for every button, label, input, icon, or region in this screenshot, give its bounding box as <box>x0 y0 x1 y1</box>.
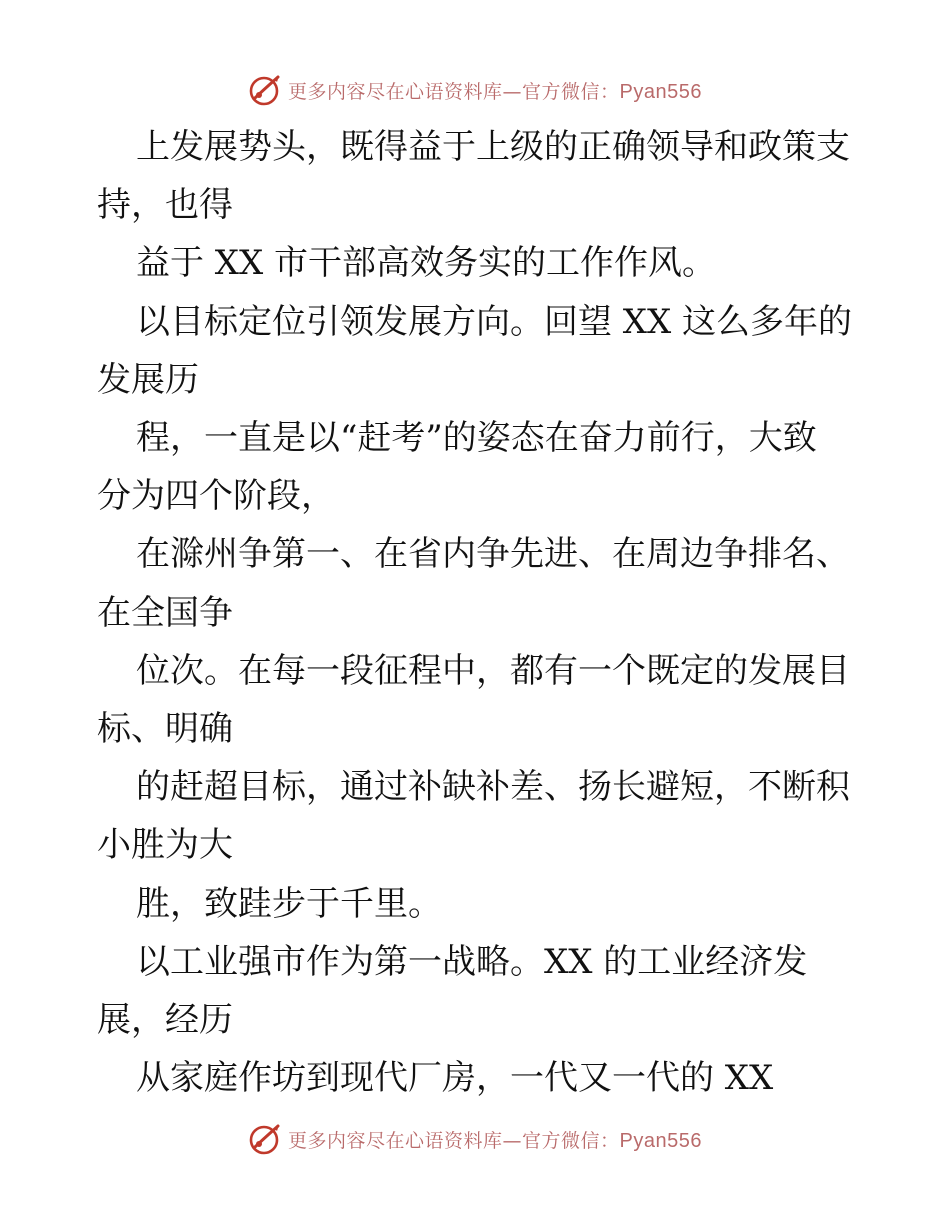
pen-logo-icon <box>248 1122 282 1156</box>
text-line: 胜，致跬步于千里。 <box>136 883 442 924</box>
text-line: 在全国争 <box>97 592 233 633</box>
text-line: 小胜为大 <box>97 825 233 866</box>
header-watermark-id: Pyan556 <box>619 80 702 103</box>
text-line: 益于 XX 市干部高效务实的工作作风。 <box>136 243 717 284</box>
text-line: 以工业强市作为第一战略。XX 的工业经济发 <box>136 941 808 982</box>
text-line: 展，经历 <box>97 1000 233 1041</box>
header-watermark <box>0 70 950 110</box>
footer-watermark-text: 更多内容尽在心语资料库—官方微信：Pyan556 <box>288 1129 702 1152</box>
text-line: 分为四个阶段， <box>97 476 335 517</box>
text-line: 的赶超目标，通过补缺补差、扬长避短，不断积 <box>136 767 850 808</box>
text-line: 从家庭作坊到现代厂房，一代又一代的 XX <box>136 1058 774 1099</box>
header-watermark-text: 更多内容尽在心语资料库—官方微信：Pyan556 <box>288 80 702 103</box>
text-line: 以目标定位引领发展方向。回望 XX 这么多年的 <box>136 301 853 342</box>
footer-watermark-id: Pyan556 <box>619 1129 702 1152</box>
footer-watermark <box>0 1119 950 1159</box>
text-line: 程，一直是以“赶考”的姿态在奋力前行，大致 <box>136 418 817 459</box>
text-line: 在滁州争第一、在省内争先进、在周边争排名、 <box>136 534 850 575</box>
text-line: 上发展势头，既得益于上级的正确领导和政策支 <box>136 127 850 167</box>
pen-logo-icon <box>248 73 282 107</box>
text-line: 标、明确 <box>97 709 233 750</box>
text-line: 位次。在每一段征程中，都有一个既定的发展目 <box>136 650 850 691</box>
text-line: 发展历 <box>97 359 199 400</box>
body-text <box>97 118 857 1107</box>
text-line: 持，也得 <box>97 185 233 226</box>
